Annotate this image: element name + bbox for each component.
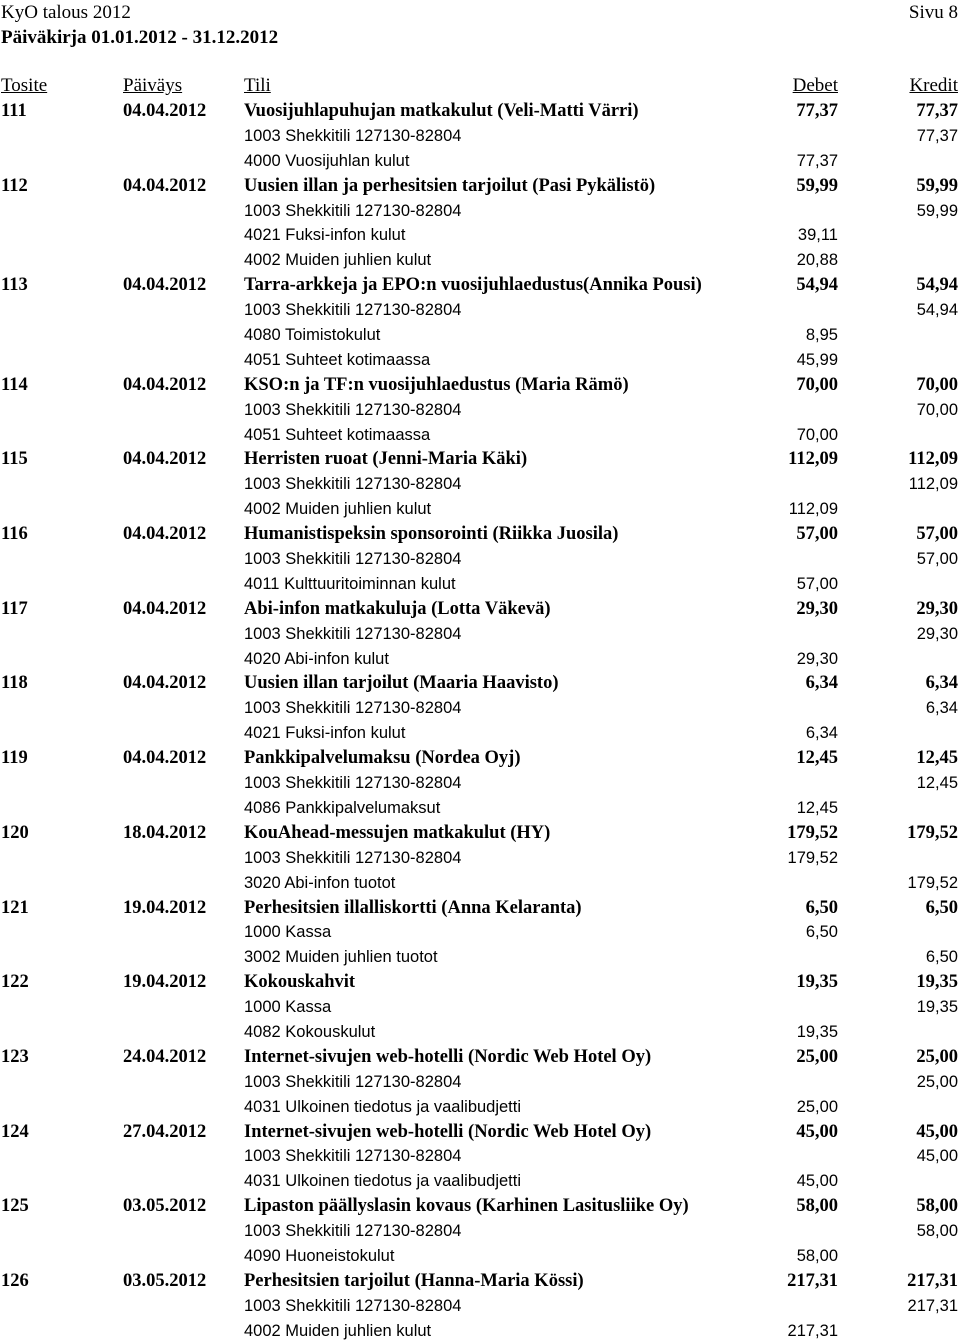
posting-account: 1003 Shekkitili 127130-82804 — [244, 1147, 462, 1166]
posting-row — [0, 472, 960, 497]
posting-row — [0, 248, 960, 273]
posting-row — [0, 796, 960, 821]
voucher-debet: 59,99 — [796, 175, 838, 196]
voucher-description: Vuosijuhlapuhujan matkakulut (Veli-Matti Värri) — [244, 101, 639, 121]
posting-debet: 6,34 — [805, 724, 838, 743]
posting-kredit: 12,45 — [916, 774, 958, 793]
voucher-row — [0, 1269, 960, 1294]
voucher-debet: 19,35 — [796, 972, 838, 993]
posting-row — [0, 1020, 960, 1045]
voucher-number: 122 — [1, 972, 29, 993]
voucher-description: Internet-sivujen web-hotelli (Nordic Web Hotel Oy) — [244, 1046, 652, 1067]
posting-row — [0, 846, 960, 871]
posting-row — [0, 497, 960, 522]
voucher-row — [0, 522, 960, 547]
posting-debet: 12,45 — [796, 798, 838, 817]
posting-kredit: 45,00 — [916, 1147, 958, 1166]
posting-kredit: 217,31 — [907, 1296, 958, 1315]
posting-account: 4020 Abi-infon kulut — [244, 649, 389, 668]
voucher-kredit: 179,52 — [907, 822, 958, 843]
posting-row — [0, 1169, 960, 1194]
voucher-debet: 77,37 — [796, 101, 838, 121]
voucher-number: 114 — [1, 374, 28, 395]
voucher-row — [0, 99, 960, 124]
voucher-number: 117 — [1, 598, 28, 619]
voucher-debet: 6,34 — [805, 673, 838, 694]
posting-row — [0, 995, 960, 1020]
posting-row — [0, 696, 960, 721]
posting-kredit: 70,00 — [916, 400, 958, 419]
voucher-row — [0, 821, 960, 846]
column-header-kredit: Kredit — [909, 75, 958, 96]
voucher-kredit: 112,09 — [908, 449, 958, 470]
voucher-description: Tarra-arkkeja ja EPO:n vuosijuhlaedustus(Annika Pousi) — [244, 275, 702, 296]
posting-account: 3002 Muiden juhlien tuotot — [244, 948, 438, 967]
posting-account: 1000 Kassa — [244, 923, 332, 942]
voucher-description: Abi-infon matkakuluja (Lotta Väkevä) — [244, 598, 551, 619]
voucher-kredit: 19,35 — [916, 972, 958, 993]
posting-account: 1000 Kassa — [244, 998, 332, 1017]
posting-debet: 70,00 — [796, 425, 838, 444]
posting-row — [0, 199, 960, 224]
posting-kredit: 19,35 — [916, 998, 958, 1017]
voucher-date: 19.04.2012 — [123, 972, 207, 993]
posting-account: 1003 Shekkitili 127130-82804 — [244, 400, 462, 419]
posting-account: 4051 Suhteet kotimaassa — [244, 350, 431, 369]
voucher-date: 04.04.2012 — [123, 374, 207, 395]
voucher-debet: 217,31 — [787, 1270, 838, 1291]
column-headers — [0, 75, 960, 99]
voucher-kredit: 29,30 — [916, 598, 958, 619]
voucher-number: 119 — [1, 748, 28, 769]
posting-row — [0, 622, 960, 647]
voucher-date: 27.04.2012 — [123, 1121, 207, 1142]
posting-debet: 57,00 — [796, 574, 838, 593]
posting-kredit: 77,37 — [916, 126, 958, 145]
voucher-row — [0, 273, 960, 298]
posting-account: 1003 Shekkitili 127130-82804 — [244, 550, 462, 569]
posting-kredit: 58,00 — [916, 1222, 958, 1241]
voucher-kredit: 70,00 — [916, 374, 958, 395]
voucher-number: 126 — [1, 1270, 29, 1291]
voucher-kredit: 57,00 — [916, 524, 958, 545]
posting-row — [0, 398, 960, 423]
posting-row — [0, 920, 960, 945]
voucher-kredit: 12,45 — [916, 748, 958, 769]
voucher-date: 18.04.2012 — [123, 822, 207, 843]
voucher-number: 116 — [1, 524, 28, 545]
voucher-date: 04.04.2012 — [123, 101, 207, 121]
voucher-debet: 58,00 — [796, 1196, 838, 1217]
posting-kredit: 6,50 — [925, 948, 958, 967]
voucher-description: Internet-sivujen web-hotelli (Nordic Web Hotel Oy) — [244, 1121, 652, 1142]
voucher-date: 03.05.2012 — [123, 1270, 207, 1291]
column-header-debet: Debet — [792, 75, 838, 96]
voucher-row — [0, 1120, 960, 1145]
voucher-number: 124 — [1, 1121, 29, 1142]
voucher-number: 120 — [1, 822, 29, 843]
posting-kredit: 29,30 — [916, 624, 958, 643]
posting-account: 1003 Shekkitili 127130-82804 — [244, 126, 462, 145]
voucher-description: Lipaston päällyslasin kovaus (Karhinen Lasitusliike Oy) — [244, 1196, 689, 1217]
voucher-number: 125 — [1, 1196, 29, 1217]
voucher-kredit: 58,00 — [916, 1196, 958, 1217]
voucher-kredit: 54,94 — [916, 275, 958, 296]
posting-row — [0, 423, 960, 448]
posting-kredit: 112,09 — [908, 475, 958, 494]
voucher-row — [0, 671, 960, 696]
posting-row — [0, 945, 960, 970]
posting-account: 1003 Shekkitili 127130-82804 — [244, 624, 462, 643]
voucher-description: Humanistispeksin sponsorointi (Riikka Juosila) — [244, 524, 619, 545]
posting-row — [0, 1319, 960, 1344]
posting-kredit: 54,94 — [916, 301, 958, 320]
voucher-description: Perhesitsien tarjoilut (Hanna-Maria Kössi) — [244, 1270, 584, 1291]
posting-row — [0, 149, 960, 174]
column-header-tosite: Tosite — [1, 75, 48, 96]
posting-account: 3020 Abi-infon tuotot — [244, 873, 396, 892]
posting-row — [0, 1070, 960, 1095]
voucher-description: Uusien illan tarjoilut (Maaria Haavisto) — [244, 673, 559, 694]
posting-kredit: 179,52 — [907, 873, 958, 892]
voucher-row — [0, 746, 960, 771]
posting-row — [0, 323, 960, 348]
voucher-debet: 179,52 — [787, 822, 838, 843]
posting-debet: 179,52 — [787, 848, 838, 867]
posting-kredit: 59,99 — [916, 201, 958, 220]
voucher-description: KouAhead-messujen matkakulut (HY) — [244, 822, 551, 843]
voucher-row — [0, 1194, 960, 1219]
voucher-date: 04.04.2012 — [123, 524, 207, 545]
posting-debet: 6,50 — [805, 923, 838, 942]
posting-account: 4002 Muiden juhlien kulut — [244, 1321, 432, 1340]
posting-account: 4031 Ulkoinen tiedotus ja vaalibudjetti — [244, 1097, 522, 1116]
posting-row — [0, 298, 960, 323]
voucher-number: 121 — [1, 897, 29, 918]
voucher-date: 04.04.2012 — [123, 598, 207, 619]
voucher-description: Uusien illan ja perhesitsien tarjoilut (Pasi Pykälistö) — [244, 175, 656, 196]
voucher-number: 113 — [1, 275, 28, 296]
voucher-row — [0, 373, 960, 398]
posting-account: 4082 Kokouskulut — [244, 1022, 376, 1041]
posting-account: 4086 Pankkipalvelumaksut — [244, 798, 441, 817]
voucher-kredit: 6,34 — [925, 673, 958, 694]
posting-debet: 112,09 — [788, 500, 838, 519]
posting-row — [0, 223, 960, 248]
posting-account: 1003 Shekkitili 127130-82804 — [244, 475, 462, 494]
voucher-debet: 45,00 — [796, 1121, 838, 1142]
posting-kredit: 57,00 — [916, 550, 958, 569]
posting-row — [0, 871, 960, 896]
journal-title: Päiväkirja 01.01.2012 - 31.12.2012 — [1, 27, 279, 48]
voucher-description: Perhesitsien illalliskortti (Anna Kelaranta) — [244, 897, 582, 918]
posting-row — [0, 1294, 960, 1319]
voucher-number: 111 — [1, 101, 27, 121]
voucher-debet: 57,00 — [796, 524, 838, 545]
page-number: Sivu 8 — [908, 2, 958, 23]
voucher-kredit: 59,99 — [916, 175, 958, 196]
voucher-kredit: 6,50 — [925, 897, 958, 918]
posting-account: 4031 Ulkoinen tiedotus ja vaalibudjetti — [244, 1172, 522, 1191]
voucher-kredit: 45,00 — [916, 1121, 958, 1142]
posting-row — [0, 572, 960, 597]
voucher-date: 19.04.2012 — [123, 897, 207, 918]
journal-entries — [0, 99, 960, 1344]
posting-row — [0, 1144, 960, 1169]
company-name: KyO talous 2012 — [1, 2, 131, 23]
posting-debet: 19,35 — [796, 1022, 838, 1041]
posting-row — [0, 1244, 960, 1269]
voucher-description: Pankkipalvelumaksu (Nordea Oyj) — [244, 748, 521, 769]
posting-row — [0, 647, 960, 672]
posting-account: 4002 Muiden juhlien kulut — [244, 500, 432, 519]
posting-account: 1003 Shekkitili 127130-82804 — [244, 848, 462, 867]
voucher-number: 123 — [1, 1046, 29, 1067]
posting-account: 1003 Shekkitili 127130-82804 — [244, 301, 462, 320]
voucher-number: 118 — [1, 673, 28, 694]
voucher-row — [0, 174, 960, 199]
voucher-row — [0, 597, 960, 622]
voucher-date: 03.05.2012 — [123, 1196, 207, 1217]
voucher-debet: 54,94 — [796, 275, 838, 296]
voucher-kredit: 217,31 — [907, 1270, 958, 1291]
voucher-debet: 112,09 — [788, 449, 838, 470]
posting-debet: 25,00 — [796, 1097, 838, 1116]
voucher-date: 24.04.2012 — [123, 1046, 207, 1067]
voucher-description: Herristen ruoat (Jenni-Maria Käki) — [244, 449, 528, 470]
voucher-date: 04.04.2012 — [123, 748, 207, 769]
posting-account: 1003 Shekkitili 127130-82804 — [244, 1296, 462, 1315]
voucher-row — [0, 896, 960, 921]
posting-account: 1003 Shekkitili 127130-82804 — [244, 774, 462, 793]
posting-account: 4021 Fuksi-infon kulut — [244, 724, 406, 743]
voucher-number: 112 — [1, 175, 28, 196]
voucher-debet: 6,50 — [805, 897, 838, 918]
voucher-debet: 25,00 — [796, 1046, 838, 1067]
voucher-kredit: 77,37 — [916, 101, 958, 121]
posting-row — [0, 771, 960, 796]
posting-debet: 20,88 — [796, 251, 838, 270]
posting-row — [0, 721, 960, 746]
posting-debet: 45,00 — [796, 1172, 838, 1191]
posting-debet: 45,99 — [796, 350, 838, 369]
voucher-row — [0, 447, 960, 472]
posting-debet: 29,30 — [796, 649, 838, 668]
posting-account: 4080 Toimistokulut — [244, 326, 381, 345]
posting-row — [0, 348, 960, 373]
voucher-row — [0, 970, 960, 995]
posting-row — [0, 124, 960, 149]
posting-account: 1003 Shekkitili 127130-82804 — [244, 1222, 462, 1241]
posting-account: 1003 Shekkitili 127130-82804 — [244, 699, 462, 718]
voucher-description: KSO:n ja TF:n vuosijuhlaedustus (Maria Rämö) — [244, 374, 629, 395]
posting-debet: 217,31 — [787, 1321, 838, 1340]
posting-account: 4051 Suhteet kotimaassa — [244, 425, 431, 444]
posting-account: 4090 Huoneistokulut — [244, 1246, 395, 1265]
posting-debet: 8,95 — [805, 326, 838, 345]
voucher-date: 04.04.2012 — [123, 449, 207, 470]
voucher-debet: 29,30 — [796, 598, 838, 619]
posting-debet: 77,37 — [796, 151, 838, 170]
posting-account: 4021 Fuksi-infon kulut — [244, 226, 406, 245]
column-header-tili: Tili — [244, 75, 271, 96]
voucher-description: Kokouskahvit — [244, 972, 356, 993]
posting-kredit: 6,34 — [925, 699, 958, 718]
posting-debet: 58,00 — [796, 1246, 838, 1265]
posting-account: 1003 Shekkitili 127130-82804 — [244, 1072, 462, 1091]
posting-row — [0, 1095, 960, 1120]
posting-debet: 39,11 — [797, 226, 838, 245]
voucher-debet: 70,00 — [796, 374, 838, 395]
posting-row — [0, 1219, 960, 1244]
voucher-row — [0, 1045, 960, 1070]
posting-account: 1003 Shekkitili 127130-82804 — [244, 201, 462, 220]
voucher-debet: 12,45 — [796, 748, 838, 769]
voucher-date: 04.04.2012 — [123, 673, 207, 694]
voucher-number: 115 — [1, 449, 28, 470]
posting-row — [0, 547, 960, 572]
posting-kredit: 25,00 — [916, 1072, 958, 1091]
column-header-paivays: Päiväys — [123, 75, 183, 96]
voucher-date: 04.04.2012 — [123, 275, 207, 296]
voucher-date: 04.04.2012 — [123, 175, 207, 196]
voucher-kredit: 25,00 — [916, 1046, 958, 1067]
posting-account: 4000 Vuosijuhlan kulut — [244, 151, 410, 170]
posting-account: 4002 Muiden juhlien kulut — [244, 251, 432, 270]
posting-account: 4011 Kulttuuritoiminnan kulut — [244, 574, 456, 593]
